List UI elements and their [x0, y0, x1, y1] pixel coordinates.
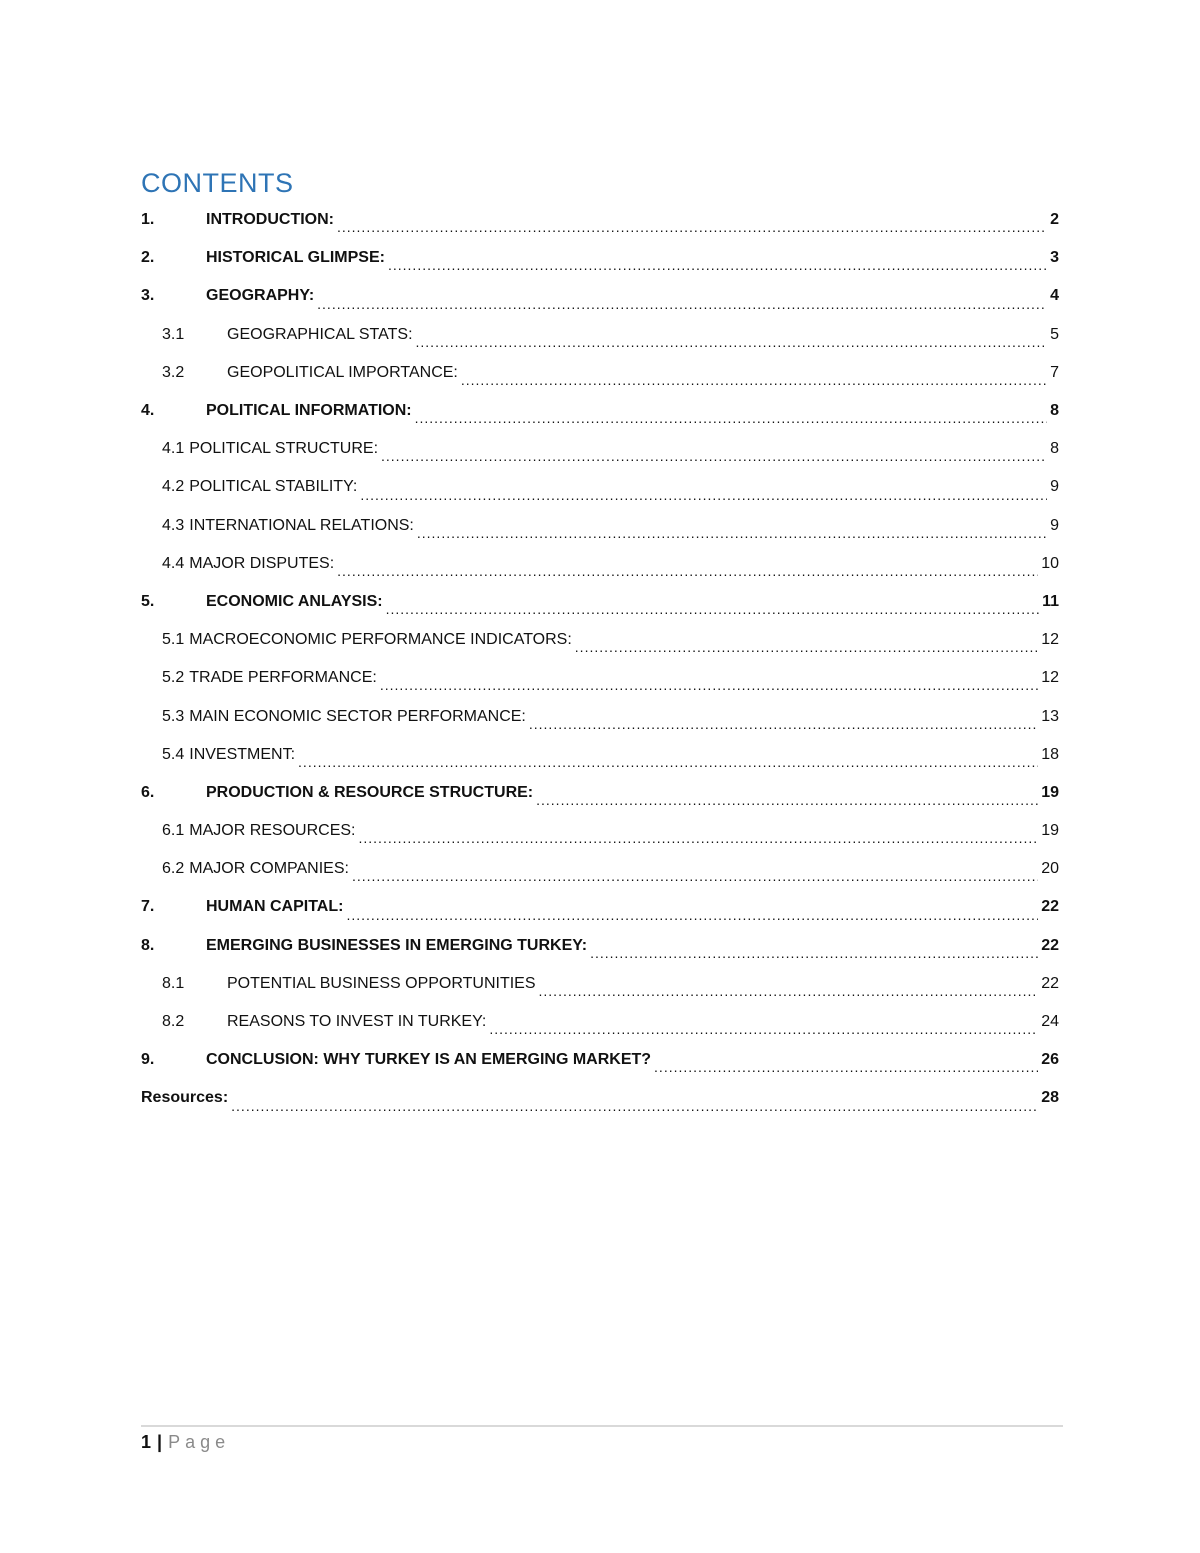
toc-entry[interactable] [141, 812, 1059, 850]
toc-dot-leader [380, 676, 1038, 697]
toc-dot-leader [575, 638, 1038, 659]
page-footer [141, 1432, 230, 1453]
toc-entry[interactable] [141, 1003, 1059, 1041]
toc-entry-number: 9. [141, 1051, 155, 1069]
toc-entry-page: 8 [1050, 440, 1059, 458]
toc-entry[interactable] [141, 239, 1059, 277]
toc-dot-leader [381, 447, 1047, 468]
toc-entry-number: 4.3 [162, 516, 185, 534]
toc-entry-number: 8.1 [162, 974, 185, 992]
toc-entry-number: 4.2 [162, 478, 185, 496]
toc-dot-leader [298, 753, 1038, 774]
toc-dot-leader [417, 524, 1047, 545]
toc-entry-number: 5.1 [162, 631, 185, 649]
toc-entry-number: 3. [141, 287, 155, 305]
toc-entry-page: 22 [1041, 936, 1059, 954]
toc-dot-leader [231, 1097, 1038, 1118]
toc-entry-number: 4.4 [162, 554, 185, 572]
toc-entry-page: 7 [1050, 363, 1059, 381]
toc-dot-leader [337, 562, 1038, 583]
toc-entry-page: 28 [1041, 1089, 1059, 1107]
toc-entry-number: 3.2 [162, 363, 185, 381]
toc-entry-label: MAIN ECONOMIC SECTOR PERFORMANCE: [189, 707, 526, 725]
toc-entry-page: 20 [1041, 860, 1059, 878]
toc-entry[interactable] [141, 697, 1059, 735]
toc-entry[interactable] [141, 277, 1059, 315]
toc-entry-number: 4.1 [162, 440, 185, 458]
toc-dot-leader [359, 829, 1039, 850]
toc-entry-page: 8 [1050, 402, 1059, 420]
toc-entry-label: POLITICAL INFORMATION: [206, 402, 412, 420]
toc-entry-number: 7. [141, 898, 155, 916]
footer-page-label: Page [168, 1432, 231, 1452]
table-of-contents [141, 201, 1059, 1118]
toc-entry[interactable] [141, 316, 1059, 354]
toc-entry-label: INTERNATIONAL RELATIONS: [189, 516, 414, 534]
toc-entry-label: POLITICAL STRUCTURE: [189, 440, 379, 458]
toc-entry[interactable] [141, 1079, 1059, 1117]
toc-dot-leader [461, 371, 1047, 392]
toc-entry-label: GEOGRAPHY: [206, 287, 315, 305]
toc-entry-number: 6.2 [162, 860, 185, 878]
toc-entry-number: 5.2 [162, 669, 185, 687]
toc-dot-leader [590, 944, 1038, 965]
toc-entry-number: 4. [141, 402, 155, 420]
toc-entry-number: 5. [141, 592, 155, 610]
toc-entry[interactable] [141, 545, 1059, 583]
toc-entry[interactable] [141, 354, 1059, 392]
toc-entry-label: CONCLUSION: WHY TURKEY IS AN EMERGING MARKET? [206, 1051, 652, 1069]
toc-dot-leader [539, 982, 1039, 1003]
toc-entry-label: MACROECONOMIC PERFORMANCE INDICATORS: [189, 631, 572, 649]
toc-entry-label: REASONS TO INVEST IN TURKEY: [227, 1013, 487, 1031]
toc-entry[interactable] [141, 201, 1059, 239]
toc-entry-page: 4 [1050, 287, 1059, 305]
toc-dot-leader [415, 409, 1047, 430]
footer-divider [141, 1425, 1063, 1427]
toc-entry-label: MAJOR RESOURCES: [189, 822, 356, 840]
toc-entry[interactable] [141, 583, 1059, 621]
toc-entry-page: 18 [1041, 745, 1059, 763]
toc-entry[interactable] [141, 507, 1059, 545]
toc-entry-number: 3.1 [162, 325, 185, 343]
toc-entry-number: 2. [141, 249, 155, 267]
toc-dot-leader [386, 600, 1039, 621]
toc-entry-label: EMERGING BUSINESSES IN EMERGING TURKEY: [206, 936, 588, 954]
toc-dot-leader [352, 867, 1038, 888]
toc-dot-leader [654, 1058, 1038, 1079]
toc-entry-page: 2 [1050, 211, 1059, 229]
toc-entry-label: INVESTMENT: [189, 745, 296, 763]
toc-entry[interactable] [141, 1041, 1059, 1079]
toc-entry[interactable] [141, 659, 1059, 697]
toc-entry[interactable] [141, 965, 1059, 1003]
footer-separator: | [157, 1432, 163, 1452]
toc-dot-leader [489, 1020, 1038, 1041]
toc-entry-page: 9 [1050, 516, 1059, 534]
toc-entry-label: Resources: [141, 1089, 229, 1107]
toc-entry-page: 12 [1041, 631, 1059, 649]
toc-heading: CONTENTS [141, 168, 294, 198]
toc-entry[interactable] [141, 927, 1059, 965]
toc-entry-page: 10 [1041, 554, 1059, 572]
toc-entry-label: MAJOR DISPUTES: [189, 554, 335, 572]
toc-entry-number: 8.2 [162, 1013, 185, 1031]
toc-entry-label: TRADE PERFORMANCE: [189, 669, 377, 687]
toc-entry-page: 12 [1041, 669, 1059, 687]
toc-entry-label: POTENTIAL BUSINESS OPPORTUNITIES [227, 974, 536, 992]
toc-entry-number: 5.3 [162, 707, 185, 725]
toc-entry[interactable] [141, 736, 1059, 774]
toc-entry[interactable] [141, 850, 1059, 888]
toc-entry-page: 3 [1050, 249, 1059, 267]
toc-entry-label: PRODUCTION & RESOURCE STRUCTURE: [206, 783, 534, 801]
toc-entry-label: INTRODUCTION: [206, 211, 334, 229]
toc-entry-page: 11 [1042, 592, 1059, 610]
toc-entry-label: ECONOMIC ANLAYSIS: [206, 592, 383, 610]
toc-dot-leader [337, 218, 1047, 239]
toc-dot-leader [346, 906, 1038, 927]
toc-dot-leader [388, 256, 1047, 277]
toc-entry-label: MAJOR COMPANIES: [189, 860, 349, 878]
toc-entry-number: 5.4 [162, 745, 185, 763]
toc-entry[interactable] [141, 621, 1059, 659]
footer-page-number: 1 [141, 1432, 152, 1452]
toc-entry-label: GEOGRAPHICAL STATS: [227, 325, 413, 343]
toc-entry-page: 26 [1041, 1051, 1059, 1069]
toc-entry-page: 22 [1041, 898, 1059, 916]
toc-dot-leader [360, 486, 1047, 507]
toc-dot-leader [536, 791, 1038, 812]
toc-dot-leader [317, 295, 1047, 316]
toc-entry-number: 6.1 [162, 822, 185, 840]
toc-entry[interactable] [141, 774, 1059, 812]
toc-entry-label: POLITICAL STABILITY: [189, 478, 358, 496]
toc-entry-page: 19 [1041, 783, 1059, 801]
toc-entry-label: HISTORICAL GLIMPSE: [206, 249, 385, 267]
toc-entry-page: 19 [1041, 822, 1059, 840]
toc-dot-leader [529, 715, 1038, 736]
toc-entry[interactable] [141, 468, 1059, 506]
toc-entry-page: 13 [1041, 707, 1059, 725]
toc-entry[interactable] [141, 888, 1059, 926]
toc-entry-page: 5 [1050, 325, 1059, 343]
toc-entry-label: GEOPOLITICAL IMPORTANCE: [227, 363, 458, 381]
toc-entry-number: 1. [141, 211, 155, 229]
toc-entry-label: HUMAN CAPITAL: [206, 898, 344, 916]
toc-entry-number: 8. [141, 936, 155, 954]
toc-entry[interactable] [141, 430, 1059, 468]
toc-entry-number: 6. [141, 783, 155, 801]
toc-entry-page: 22 [1041, 974, 1059, 992]
toc-dot-leader [416, 333, 1048, 354]
toc-entry-page: 24 [1041, 1013, 1059, 1031]
toc-entry[interactable] [141, 392, 1059, 430]
toc-entry-page: 9 [1050, 478, 1059, 496]
